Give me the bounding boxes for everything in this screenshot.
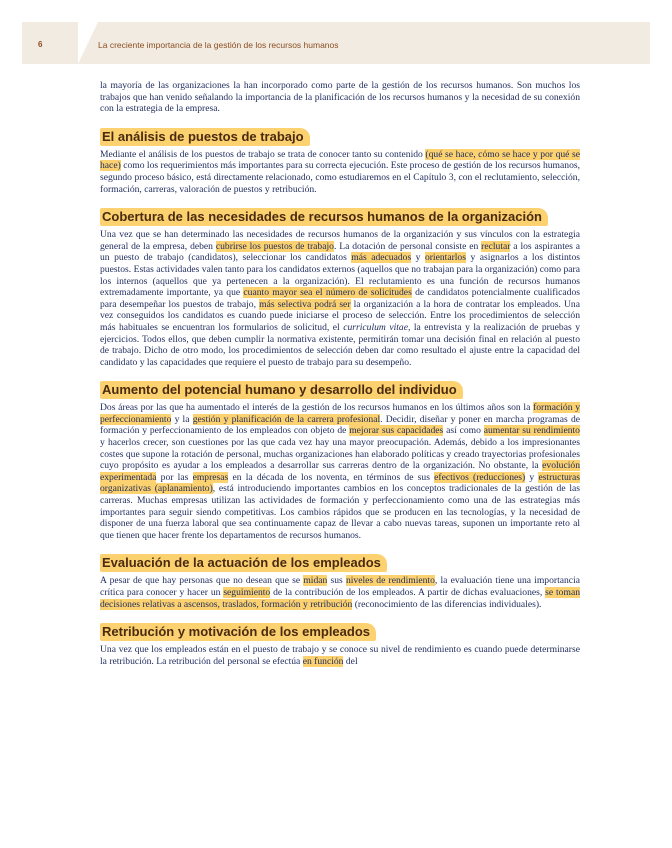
highlight: cubrirse los puestos de trabajo <box>215 240 334 252</box>
section-compensation <box>100 623 580 667</box>
section-staffing <box>100 208 580 368</box>
highlight: empresas <box>192 471 229 483</box>
highlight: formación y perfeccionamiento <box>100 402 580 425</box>
section-evaluation <box>100 554 580 610</box>
section-paragraph: Una vez que se han determinado las necesidades de recursos humanos de la organización y sus vínculos con la estrategia general de la empresa, deben cubrirse los puestos de trabajo. La dotación de personal consiste en reclutar a los aspirantes a un puesto de trabajo (candidatos), seleccionar los candidatos más adecuados y orientarlos y asignarlos a los distintos puestos. Estas actividades valen tanto para los candidatos externos (aquellos que no trabajan para la organización) como para los internos (aquellos que ya pertenecen a la organización). El reclutamiento es una función de recursos humanos extremadamente importante, ya que cuanto mayor sea el número de solicitudes de candidatos potencialmente cualificados para desempeñar los puestos de trabajo, más selectiva podrá ser la organización a la hora de contratar los empleados. Una vez conseguidos los candidatos es cuando puede iniciarse el proceso de selección. Entre los procedimientos de selección más habituales se encuentran los formularios de solicitud, el curriculum vitae, la entrevista y la realización de pruebas y ejercicios. Todos ellos, que deben cumplir la normativa existente, permitirán tomar una decisión final en relación al puesto de trabajo. Dicho de otro modo, los procedimientos de selección deben dar como resultado el ajuste entre la capacidad del candidato y las capacidades que requiere el puesto de trabajo para su desempeño. <box>100 229 581 368</box>
highlight: (qué se hace, cómo se hace y por qué se hace) <box>100 148 580 172</box>
section-paragraph: Mediante el análisis de los puestos de trabajo se trata de conocer tanto su contenido (qué se hace, cómo se hace y por qué se hace) como los requerimientos más importantes para su correcta ejecución. Este proceso de gestión de los recursos humanos, segundo proceso básico, está directamente relacionado, como estudiaremos en el Capítulo 3, con el reclutamiento, selección, formación, carreras, valoración de puestos y retribución. <box>100 148 580 195</box>
highlight: evolución experimentada <box>100 460 580 483</box>
section-paragraph: Una vez que los empleados están en el puesto de trabajo y se conoce su nivel de rendimiento es cuando puede determinarse la retribución. La retribución del personal se efectúa en función del <box>100 644 580 667</box>
highlight: midan <box>303 575 328 587</box>
highlight: efectivos (reducciones) <box>434 471 526 483</box>
section-development <box>100 381 580 541</box>
highlight: se toman decisiones relativas a ascensos, traslados, formación y retribución <box>100 587 580 610</box>
section-heading: Retribución y motivación de los empleados <box>100 623 376 641</box>
intro-paragraph: la mayoría de las organizaciones la han incorporado como parte de la gestión de los recursos humanos. Son muchos los trabajos que han venido señalando la importancia de la planificación de los recursos humanos y la necesidad de su conexión con la estrategia de la empresa. <box>100 80 580 115</box>
section-heading: Evaluación de la actuación de los empleados <box>100 554 387 572</box>
highlight: aumentar su rendimiento <box>483 425 580 437</box>
highlight: estructuras organizativas (aplanamiento) <box>100 471 580 495</box>
section-heading: Cobertura de las necesidades de recursos humanos de la organización <box>100 208 548 226</box>
highlight: gestión y planificación de la carrera profesional <box>192 413 381 425</box>
italic-term: curriculum vitae <box>343 321 408 333</box>
highlight: más selectiva podrá ser <box>259 298 351 310</box>
section-paragraph: A pesar de que hay personas que no desean que se midan sus niveles de rendimiento, la evaluación tiene una importancia crítica para conocer y hacer un seguimiento de la contribución de los empleados. A partir de dichas evaluaciones, se toman decisiones relativas a ascensos, traslados, formación y retribución (reconocimiento de las diferencias individuales). <box>100 575 580 610</box>
highlight: niveles de rendimiento <box>345 575 435 587</box>
page-number: 6 <box>38 40 43 49</box>
section-job-analysis <box>100 128 580 195</box>
highlight: mejorar sus capacidades <box>349 425 444 437</box>
section-heading: Aumento del potencial humano y desarrollo del individuo <box>100 381 463 399</box>
page-body <box>100 80 580 667</box>
highlight: reclutar <box>481 240 511 252</box>
section-paragraph: Dos áreas por las que ha aumentado el interés de la gestión de los recursos humanos en los últimos años son la formación y perfeccionamiento y la gestión y planificación de la carrera profesional. Decidir, diseñar y poner en marcha programas de formación y perfeccionamiento de los empleados con objeto de mejorar sus capacidades así como aumentar su rendimiento y hacerlos crecer, son cuestiones por las que cada vez hay una mayor preocupación. Además, debido a los impresionantes costes que supone la rotación de personal, muchas organizaciones han elaborado políticas y creado trayectorias profesionales cuyo propósito es ayudar a los empleados a desarrollar sus carreras dentro de la organización. No obstante, la evolución experimentada por las empresas en la década de los noventa, en términos de sus efectivos (reducciones) y estructuras organizativas (aplanamiento), está introduciendo importantes cambios en los conceptos tradicionales de la gestión de las carreras. Muchas empresas utilizan las actividades de formación y perfeccionamiento como una de las estrategias más importantes para seguir siendo competitivas. Los cambios rápidos que se producen en las tecnologías, y la necesidad de disponer de una fuerza laboral que sea continuamente capaz de llevar a cabo nuevas tareas, suponen un importante reto al que tienen que hacer frente los departamentos de recursos humanos. <box>100 402 581 541</box>
highlight: más adecuados <box>351 252 412 264</box>
page-header-slant <box>78 22 98 64</box>
highlight: seguimiento <box>223 587 271 598</box>
highlight: cuanto mayor sea el número de solicitudes <box>243 287 412 299</box>
highlight: orientarlos <box>424 252 466 264</box>
intro-section <box>100 80 580 115</box>
section-heading: El análisis de puestos de trabajo <box>100 128 310 146</box>
running-title: La creciente importancia de la gestión de los recursos humanos <box>98 40 339 50</box>
highlight: en función <box>302 655 344 667</box>
